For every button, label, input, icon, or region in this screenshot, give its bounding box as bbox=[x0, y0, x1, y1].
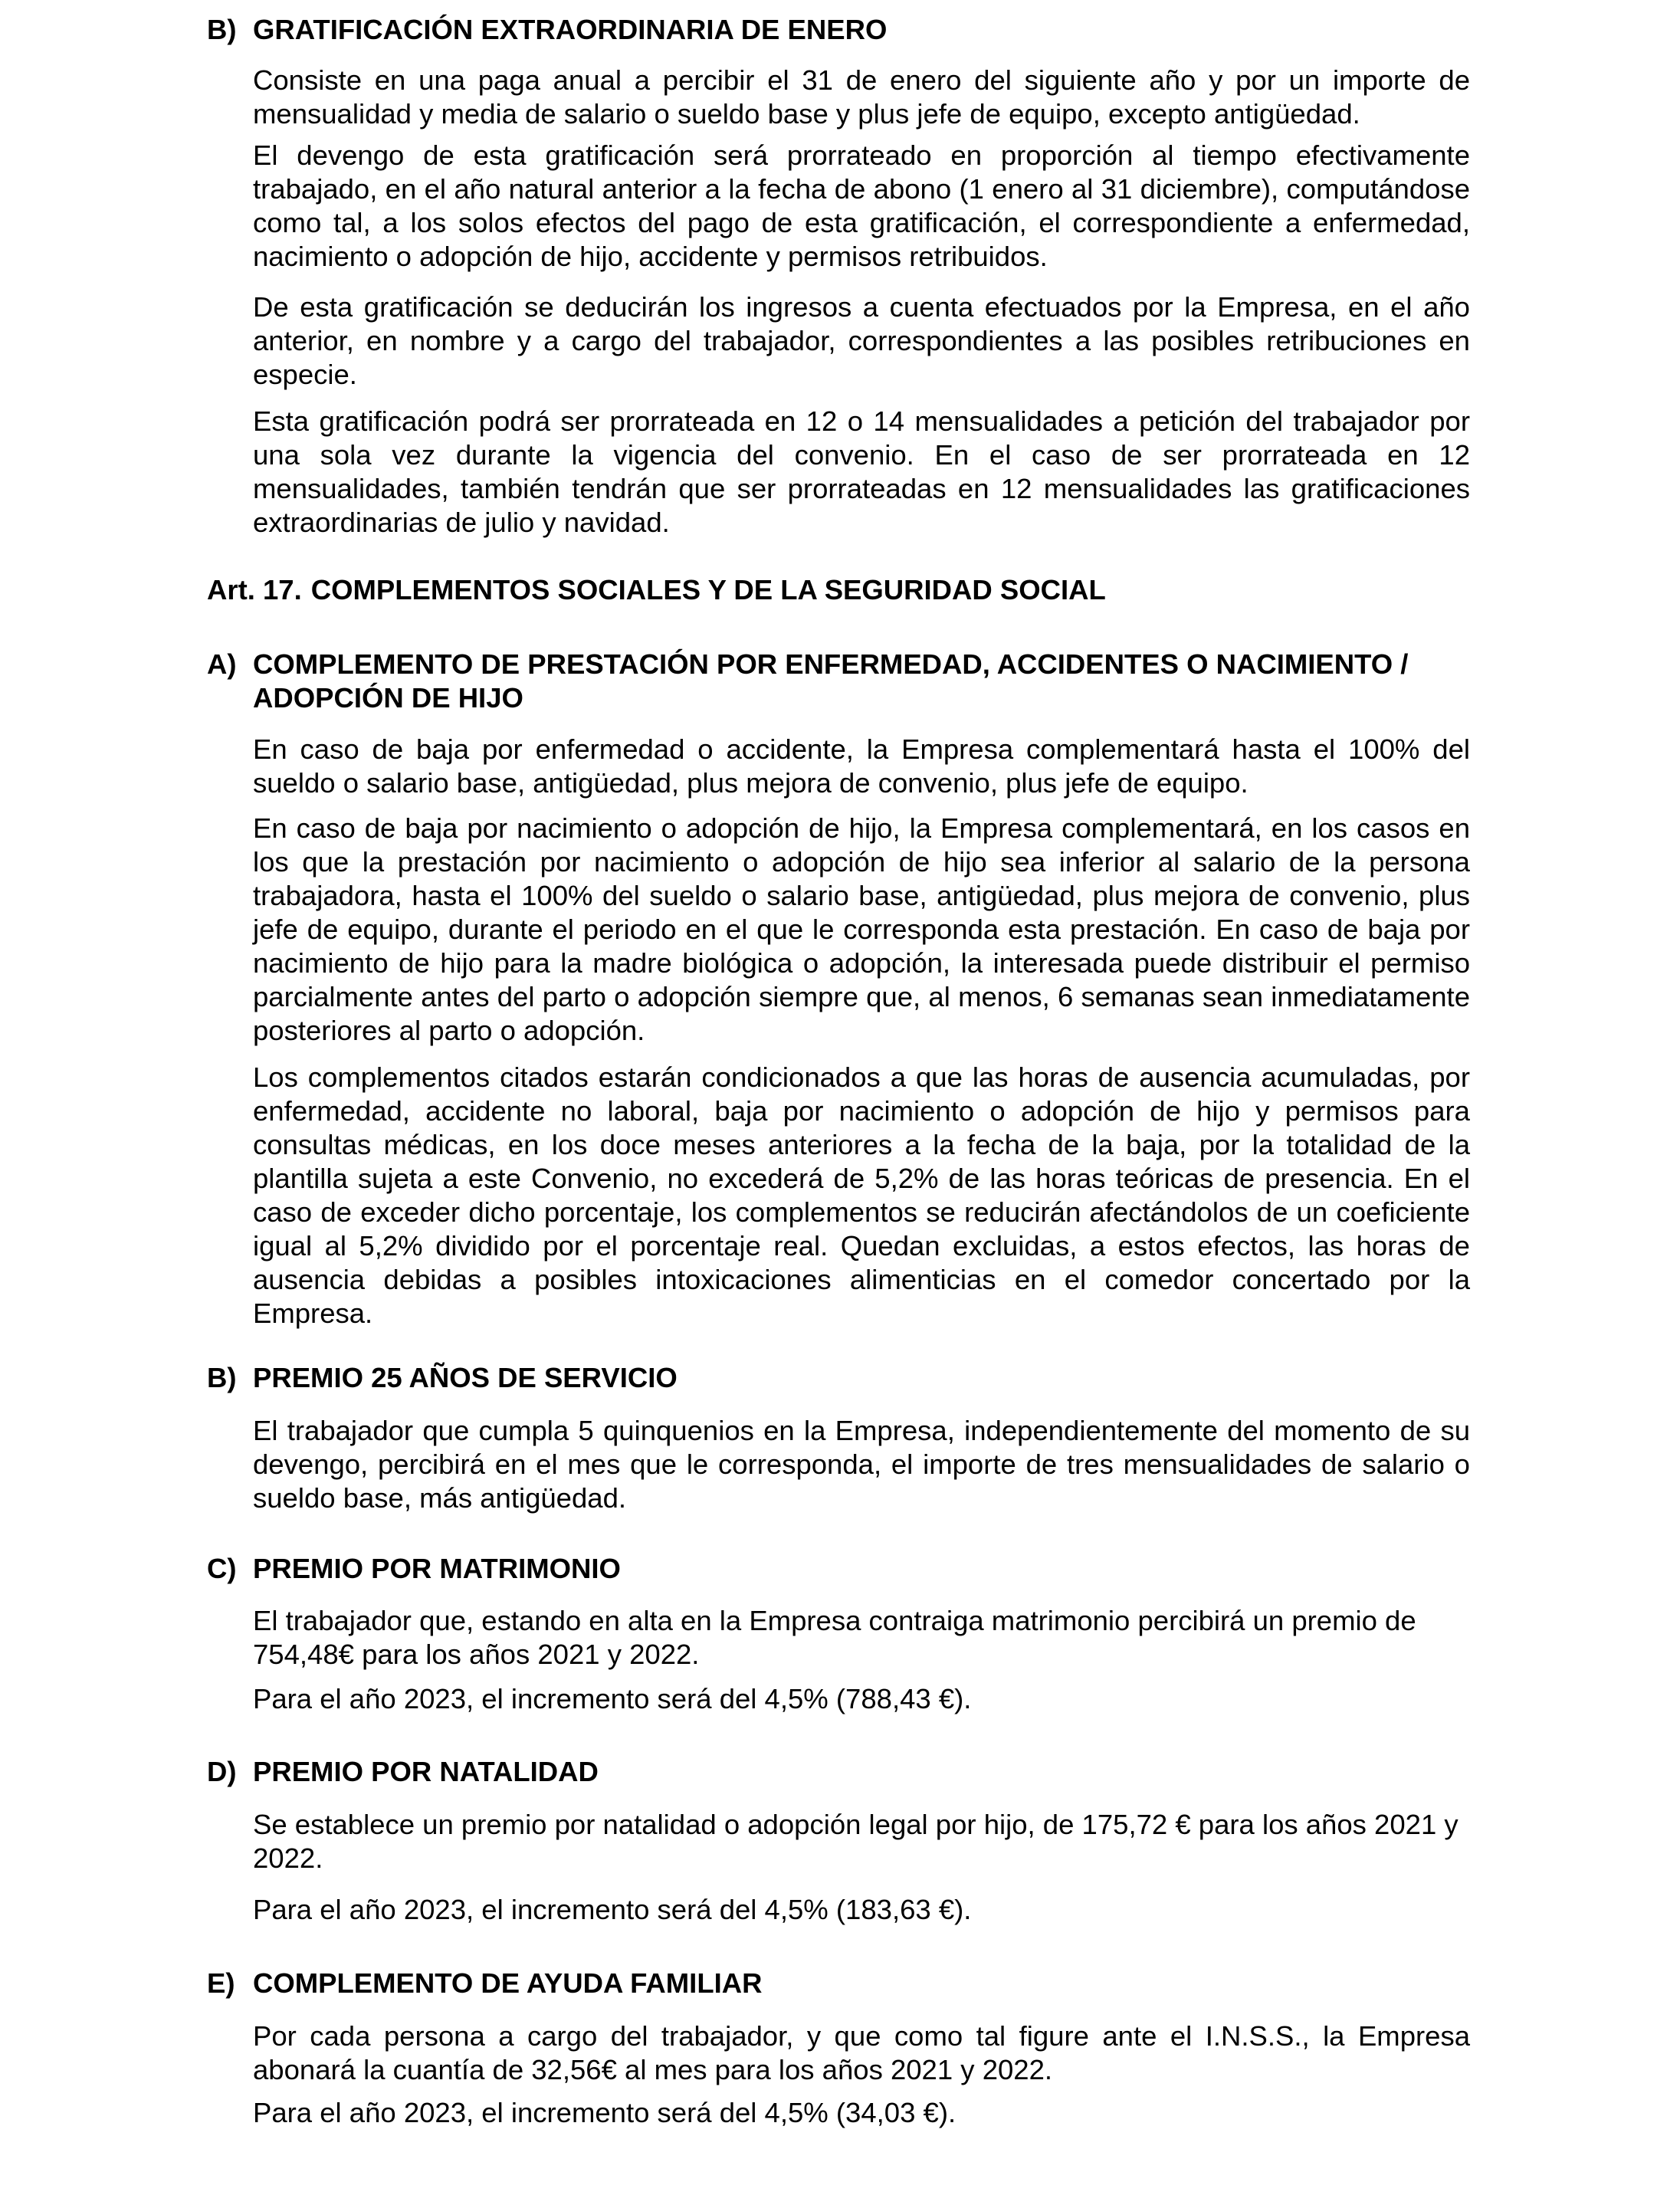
article-heading bbox=[207, 573, 1479, 607]
paragraph-natalidad-1: Se establece un premio por natalidad o adopción legal por hijo, de 175,72 € para los años 2021 y 2022. bbox=[253, 1809, 1459, 1874]
section-title: PREMIO POR MATRIMONIO bbox=[253, 1553, 621, 1584]
paragraph-complemento-3: Los complementos citados estarán condicionados a que las horas de ausencia acumuladas, por enfermedad, accidente no laboral, baja por nacimiento o adopción de hijo y permisos para consultas médicas, en los doce meses anteriores a la fecha de la baja, por la totalidad de la plantilla sujeta a este Convenio, no excederá de 5,2% de las horas teóricas de presencia. En el caso de exceder dicho porcentaje, los complementos se reducirán afectándolos de un coeficiente igual al 5,2% dividido por el porcentaje real. Quedan excluidas, a estos efectos, las horas de ausencia debidas a posibles intoxicaciones alimenticias en el comedor concertado por la Empresa. bbox=[253, 1061, 1470, 1329]
section-heading-complemento bbox=[207, 648, 1479, 714]
paragraph-matrimonio-1: El trabajador que, estando en alta en la Empresa contraiga matrimonio percibirá un premio de 754,48€ para los años 2021 y 2022. bbox=[253, 1605, 1416, 1670]
section-title: PREMIO 25 AÑOS DE SERVICIO bbox=[253, 1362, 678, 1393]
paragraph-gratificacion-1: Consiste en una paga anual a percibir el 31 de enero del siguiente año y por un importe de mensualidad y media de salario o sueldo base y plus jefe de equipo, excepto antigüedad. bbox=[253, 64, 1470, 130]
section-letter: B) bbox=[207, 1362, 237, 1393]
section-heading-natalidad bbox=[207, 1755, 1479, 1789]
section-letter: B) bbox=[207, 14, 237, 45]
paragraph-ayuda-2: Para el año 2023, el incremento será del 4,5% (34,03 €). bbox=[253, 2097, 956, 2128]
section-letter: C) bbox=[207, 1553, 237, 1584]
article-title: COMPLEMENTOS SOCIALES Y DE LA SEGURIDAD SOCIAL bbox=[310, 574, 1106, 605]
paragraph-gratificacion-3: De esta gratificación se deducirán los ingresos a cuenta efectuados por la Empresa, en el año anterior, en nombre y a cargo del trabajador, correspondientes a las posibles retribuciones en especie. bbox=[253, 291, 1470, 390]
section-letter: E) bbox=[207, 1967, 235, 1999]
section-title: PREMIO POR NATALIDAD bbox=[253, 1756, 599, 1787]
paragraph-ayuda-1: Por cada persona a cargo del trabajador, y que como tal figure ante el I.N.S.S., la Empresa abonará la cuantía de 32,56€ al mes para los años 2021 y 2022. bbox=[253, 2020, 1470, 2085]
paragraph-premio25-1: El trabajador que cumpla 5 quinquenios en la Empresa, independientemente del momento de su devengo, percibirá en el mes que le corresponda, el importe de tres mensualidades de salario o sueldo base, más antigüedad. bbox=[253, 1415, 1470, 1514]
paragraph-complemento-1: En caso de baja por enfermedad o accidente, la Empresa complementará hasta el 100% del sueldo o salario base, antigüedad, plus mejora de convenio, plus jefe de equipo. bbox=[253, 733, 1470, 799]
section-letter: A) bbox=[207, 648, 237, 680]
section-heading-matrimonio bbox=[207, 1552, 1479, 1586]
paragraph-natalidad-2: Para el año 2023, el incremento será del 4,5% (183,63 €). bbox=[253, 1894, 972, 1925]
paragraph-complemento-2: En caso de baja por nacimiento o adopción de hijo, la Empresa complementará, en los casos en los que la prestación por nacimiento o adopción de hijo sea inferior al salario de la persona trabajadora, hasta el 100% del sueldo o salario base, antigüedad, plus mejora de convenio, plus jefe de equipo, durante el periodo en el que le corresponda esta prestación. En caso de baja por nacimiento de hijo para la madre biológica o adopción, la interesada puede distribuir el permiso parcialmente antes del parto o adopción siempre que, al menos, 6 semanas sean inmediatamente posteriores al parto o adopción. bbox=[253, 812, 1470, 1046]
paragraph-gratificacion-2: El devengo de esta gratificación será prorrateado en proporción al tiempo efectivamente trabajado, en el año natural anterior a la fecha de abono (1 enero al 31 diciembre), computándose como tal, a los solos efectos del pago de esta gratificación, el correspondiente a enfermedad, nacimiento o adopción de hijo, accidente y permisos retribuidos. bbox=[253, 139, 1470, 272]
section-heading-ayuda bbox=[207, 1967, 1479, 2000]
section-title: GRATIFICACIÓN EXTRAORDINARIA DE ENERO bbox=[253, 14, 888, 45]
paragraph-gratificacion-4: Esta gratificación podrá ser prorrateada en 12 o 14 mensualidades a petición del trabajador por una sola vez durante la vigencia del convenio. En el caso de ser prorrateada en 12 mensualidades, también tendrán que ser prorrateadas en 12 mensualidades las gratificaciones extraordinarias de julio y navidad. bbox=[253, 405, 1470, 538]
section-title: COMPLEMENTO DE AYUDA FAMILIAR bbox=[253, 1967, 763, 1999]
section-heading-gratificacion bbox=[207, 13, 1479, 47]
section-heading-premio25 bbox=[207, 1361, 1479, 1395]
article-number: Art. 17. bbox=[207, 574, 302, 605]
section-letter: D) bbox=[207, 1756, 237, 1787]
paragraph-matrimonio-2: Para el año 2023, el incremento será del 4,5% (788,43 €). bbox=[253, 1683, 972, 1714]
section-title: COMPLEMENTO DE PRESTACIÓN POR ENFERMEDAD, ACCIDENTES O NACIMIENTO / ADOPCIÓN DE HIJO bbox=[253, 648, 1409, 714]
